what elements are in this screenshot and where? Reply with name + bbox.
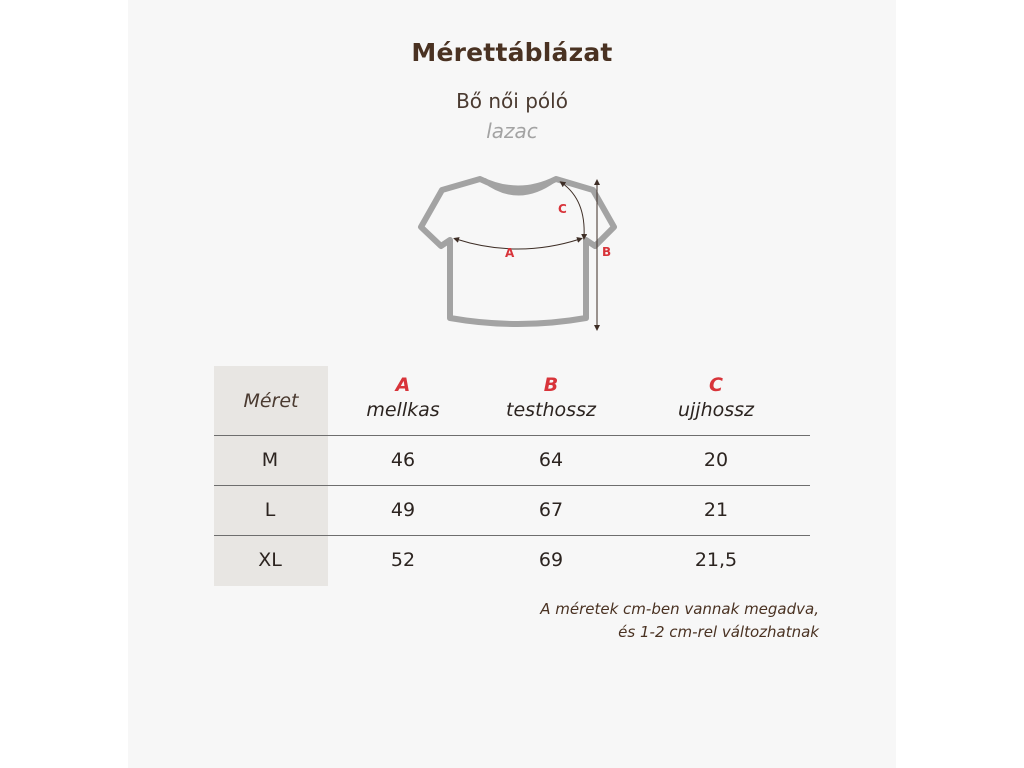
- size-cell: XL: [258, 549, 282, 571]
- column-letter: B: [543, 374, 559, 396]
- table-divider: [214, 435, 810, 436]
- length-cell: 67: [538, 499, 564, 521]
- column-name: ujjhossz: [677, 399, 755, 421]
- column-header-a: [328, 372, 478, 422]
- sleeve-cell: 20: [703, 449, 729, 471]
- label-b: B: [602, 245, 612, 259]
- column-name: mellkas: [366, 399, 440, 421]
- length-cell: 69: [538, 549, 564, 571]
- label-c: C: [558, 202, 567, 216]
- measure-a-arrow: [456, 239, 580, 249]
- column-letter: A: [395, 374, 411, 396]
- table-divider: [214, 485, 810, 486]
- note-line-1: A méretek cm-ben vannak megadva,: [540, 600, 819, 618]
- size-cell: L: [264, 499, 276, 521]
- length-cell: 64: [538, 449, 564, 471]
- product-color: lazac: [486, 119, 538, 143]
- column-name: testhossz: [506, 399, 596, 421]
- tshirt-outline-icon: [421, 179, 614, 324]
- measurement-note: [540, 598, 819, 644]
- size-chart-panel: [128, 0, 896, 768]
- size-column-header: Méret: [243, 390, 299, 412]
- label-a: A: [505, 246, 515, 260]
- tshirt-measurement-diagram: [408, 170, 618, 338]
- column-header-c: [641, 372, 791, 422]
- note-line-2: és 1-2 cm-rel változhatnak: [618, 623, 819, 641]
- column-letter: C: [709, 374, 723, 396]
- product-name: Bő női póló: [456, 89, 568, 113]
- column-header-b: [476, 372, 626, 422]
- table-divider: [214, 535, 810, 536]
- sleeve-cell: 21: [703, 499, 729, 521]
- chest-cell: 52: [390, 549, 416, 571]
- sleeve-cell: 21,5: [694, 549, 738, 571]
- page-title: Mérettáblázat: [411, 38, 613, 67]
- chest-cell: 46: [390, 449, 416, 471]
- size-cell: M: [261, 449, 279, 471]
- chest-cell: 49: [390, 499, 416, 521]
